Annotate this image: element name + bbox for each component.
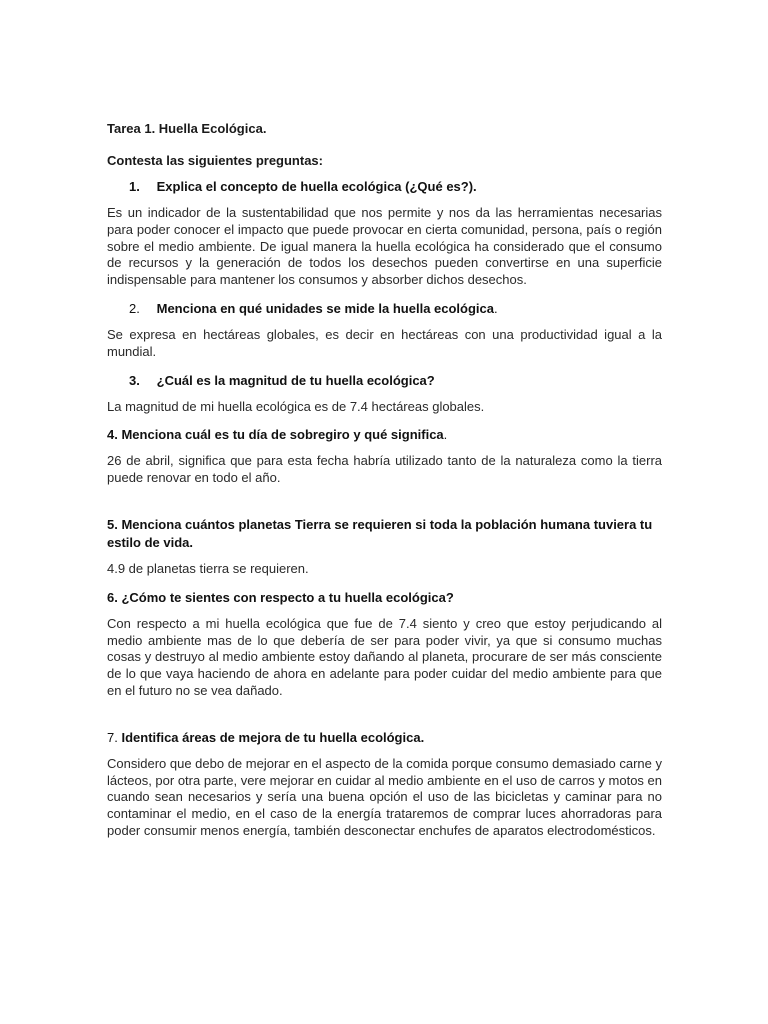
question-text: Menciona cuántos planetas Tierra se requieren si toda la población humana tuviera tu estilo de vida. bbox=[107, 516, 653, 550]
question-number: 5. bbox=[107, 516, 118, 532]
question-number: 4. bbox=[107, 427, 118, 443]
question-text: Explica el concepto de huella ecológica (¿Qué es?). bbox=[156, 179, 477, 194]
document-title: Tarea 1. Huella Ecológica. bbox=[107, 121, 267, 136]
spacer bbox=[107, 711, 662, 729]
answer-5: 4.9 de planetas tierra se requieren. bbox=[107, 560, 309, 576]
question-5 bbox=[107, 516, 662, 552]
question-text: Identifica áreas de mejora de tu huella ecológica. bbox=[121, 729, 425, 745]
spacer bbox=[107, 498, 662, 516]
answer-7: Considero que debo de mejorar en el aspecto de la comida porque consumo demasiado carne y lácteos, por otra parte, vere mejorar en cuidar al medio ambiente en el uso de carros y motos en cuando sean necesarios y sería una buena opción el uso de las bicicletas y caminar para no contaminar el medio, en el caso de la energía trataremos de comprar luces ahorradoras para poder consumir menos energía, también desconectar enchufes de aparatos electrodomésticos. bbox=[107, 755, 663, 838]
question-7 bbox=[107, 729, 662, 747]
question-3 bbox=[107, 372, 662, 390]
document-subtitle: Contesta las siguientes preguntas: bbox=[107, 153, 323, 168]
question-6 bbox=[107, 589, 662, 607]
question-number: 1. bbox=[129, 179, 140, 194]
question-text: Menciona cuál es tu día de sobregiro y qué significa bbox=[121, 427, 444, 443]
question-2: 2. Menciona en qué unidades se mide la huella ecológica. bbox=[129, 300, 498, 316]
answer-4: 26 de abril, significa que para esta fecha habría utilizado tanto de la naturaleza como la tierra puede renovar en todo el año. bbox=[107, 453, 662, 486]
answer-1: Es un indicador de la sustentabilidad que nos permite y nos da las herramientas necesarias para poder conocer el impacto que puede provocar en cierta comunidad, persona, país o región sobre el medio ambiente. De igual manera la huella ecológica ha considerado que el consumo de recursos y la generación de todos los desechos pueden convertirse en una superficie indispensable para mantener los consumos y absorber dichos desechos. bbox=[107, 205, 662, 288]
question-number: 3. bbox=[129, 372, 140, 388]
question-number: 6. bbox=[107, 589, 118, 605]
question-number: 2. bbox=[129, 300, 140, 316]
answer-6: Con respecto a mi huella ecológica que fue de 7.4 siento y creo que estoy perjudicando al medio ambiente mas de lo que debería de ser para poder vivir, ya que si consumo muchas cosas y destruyo al medio ambiente estoy dañando al planeta, procurare de ser más consciente de lo que vaya haciendo de ahora en adelante para poder cuidar del medio ambiente para que en el futuro no se vea dañado. bbox=[107, 615, 662, 698]
question-4: 4. Menciona cuál es tu día de sobregiro y qué significa. bbox=[107, 427, 448, 443]
answer-2: Se expresa en hectáreas globales, es decir en hectáreas con una productividad igual a la mundial. bbox=[107, 326, 662, 359]
question-1 bbox=[107, 178, 662, 196]
answer-3: La magnitud de mi huella ecológica es de 7.4 hectáreas globales. bbox=[107, 398, 485, 414]
question-text: ¿Cuál es la magnitud de tu huella ecológica? bbox=[156, 372, 435, 388]
question-text: ¿Cómo te sientes con respecto a tu huella ecológica? bbox=[121, 589, 454, 605]
question-number: 7. bbox=[107, 729, 118, 745]
document-page bbox=[107, 120, 662, 851]
question-text: Menciona en qué unidades se mide la huella ecológica bbox=[156, 300, 494, 316]
